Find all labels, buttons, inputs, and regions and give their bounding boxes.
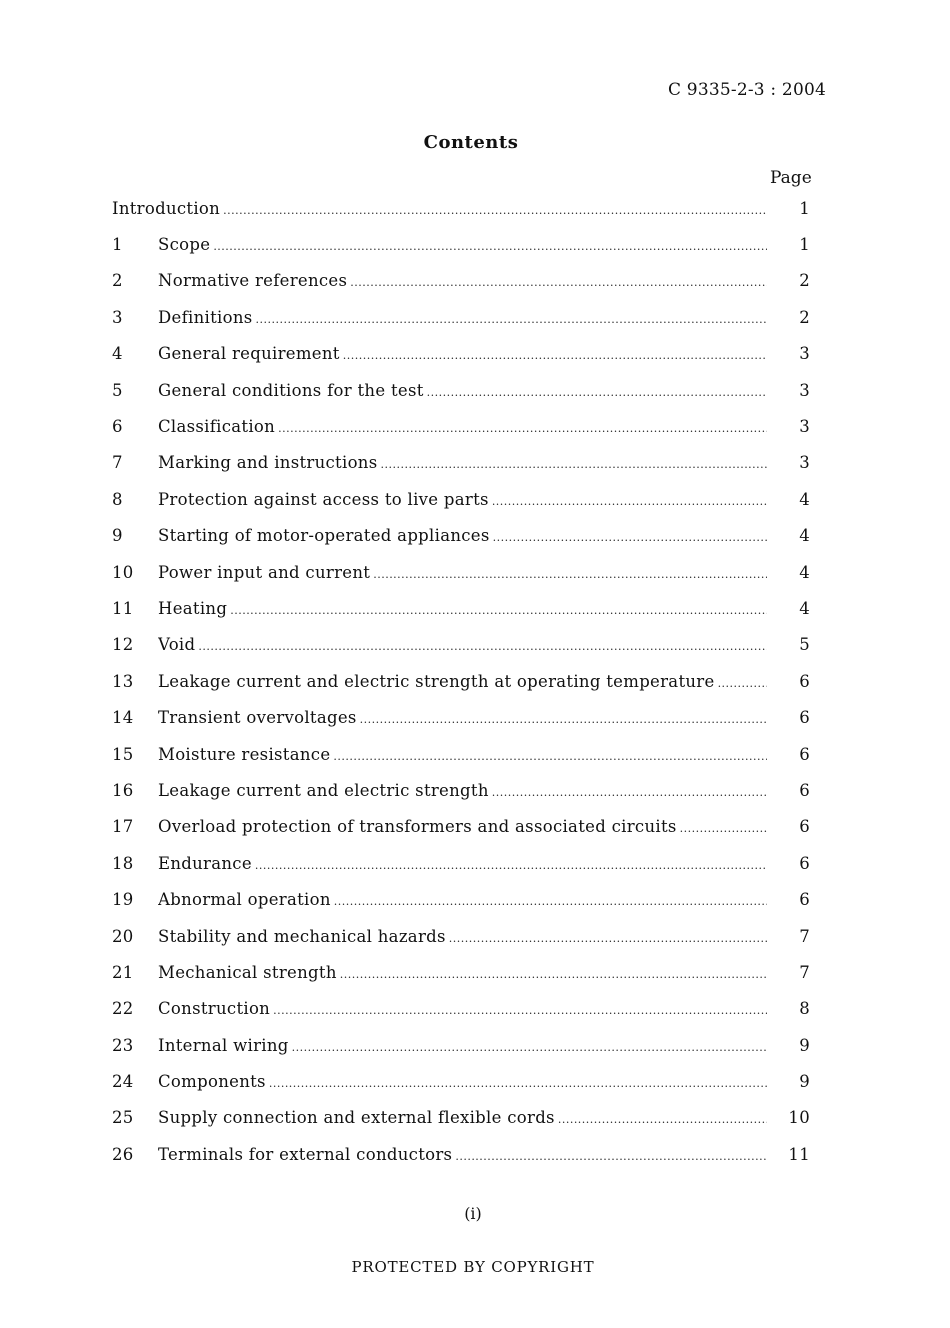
page-title: Contents <box>423 132 519 153</box>
dot-leader <box>340 968 767 981</box>
toc-entry[interactable] <box>112 663 812 699</box>
toc-entry-number: 3 <box>112 307 123 327</box>
toc-entry-label-wrap <box>158 927 767 946</box>
toc-entry-page: 6 <box>799 744 810 764</box>
toc-entry-label: General requirement <box>158 344 340 364</box>
toc-entry-label: Power input and current <box>158 562 371 582</box>
dot-leader <box>343 349 767 362</box>
toc-entry-label-wrap <box>158 890 767 909</box>
toc-entry-label: Heating <box>158 598 228 618</box>
toc-entry-label: Components <box>158 1072 266 1092</box>
toc-entry[interactable] <box>112 481 812 517</box>
toc-entry-page: 1 <box>799 235 810 255</box>
toc-entry[interactable] <box>112 881 812 917</box>
toc-entry-number: 18 <box>112 853 134 873</box>
toc-entry[interactable] <box>112 408 812 444</box>
toc-entry-label: Definitions <box>158 307 253 327</box>
toc-entry-number: 21 <box>112 962 134 982</box>
toc-entry-label-wrap <box>158 817 767 836</box>
toc-entry-number: 16 <box>112 780 134 800</box>
toc-entry-page: 4 <box>799 562 810 582</box>
toc-entry-label-wrap <box>158 963 767 982</box>
toc-entry-label-wrap <box>158 1145 767 1164</box>
toc-entry-page: 3 <box>799 453 810 473</box>
toc-entry-label: Leakage current and electric strength at operating temperature <box>158 671 715 691</box>
toc-entry-number: 25 <box>112 1108 134 1128</box>
toc-entry-page: 1 <box>799 198 810 218</box>
toc-entry-label: Stability and mechanical hazards <box>158 926 446 946</box>
dot-leader <box>273 1004 767 1017</box>
toc-entry-label-wrap <box>158 999 767 1018</box>
toc-entry-label: General conditions for the test <box>158 380 424 400</box>
toc-entry-label: Marking and instructions <box>158 453 378 473</box>
toc-entry-number: 22 <box>112 999 134 1019</box>
dot-leader <box>223 204 767 217</box>
toc-entry[interactable] <box>112 372 812 408</box>
dot-leader <box>455 1150 767 1163</box>
toc-entry-label-wrap <box>112 199 767 218</box>
toc-entry[interactable] <box>112 1136 812 1172</box>
toc-entry[interactable] <box>112 954 812 990</box>
toc-entry-label: Scope <box>158 235 211 255</box>
toc-entry-label: Supply connection and external flexible cords <box>158 1108 555 1128</box>
toc-entry-number: 10 <box>112 562 134 582</box>
toc-entry-label: Void <box>158 635 196 655</box>
dot-leader <box>381 458 768 471</box>
dot-leader <box>230 604 767 617</box>
toc-entry[interactable] <box>112 518 812 554</box>
toc-entry-page: 4 <box>799 489 810 509</box>
dot-leader <box>213 240 767 253</box>
toc-entry-label: Transient overvoltages <box>158 708 357 728</box>
toc-entry-number: 8 <box>112 489 123 509</box>
toc-entry-page: 8 <box>799 999 810 1019</box>
toc-entry-label-wrap <box>158 344 767 363</box>
toc-entry[interactable] <box>112 226 812 262</box>
toc-entry-page: 2 <box>799 271 810 291</box>
dot-leader <box>373 568 767 581</box>
dot-leader <box>449 932 767 945</box>
toc-entry-list <box>112 226 812 1172</box>
toc-entry-number: 4 <box>112 344 123 364</box>
toc-entry-page: 10 <box>788 1108 810 1128</box>
toc-entry-number: 2 <box>112 271 123 291</box>
document-id: C 9335-2-3 : 2004 <box>668 80 826 100</box>
toc-entry-label: Internal wiring <box>158 1035 289 1055</box>
toc-entry-label-wrap <box>158 745 767 764</box>
toc-entry-number: 14 <box>112 708 134 728</box>
toc-entry-page: 6 <box>799 671 810 691</box>
toc-entry-number: 9 <box>112 526 123 546</box>
toc-entry-label-wrap <box>158 781 767 800</box>
dot-leader <box>493 531 767 544</box>
dot-leader <box>427 386 767 399</box>
toc-entry-label: Classification <box>158 417 276 437</box>
toc-entry[interactable] <box>112 554 812 590</box>
toc-entry-page: 4 <box>799 598 810 618</box>
toc-entry-number: 24 <box>112 1072 134 1092</box>
toc-entry-label-wrap <box>158 563 767 582</box>
toc-entry-page: 9 <box>799 1035 810 1055</box>
toc-entry-label: Protection against access to live parts <box>158 489 489 509</box>
toc-entry-label-wrap <box>158 308 767 327</box>
page-column-label: Page <box>770 168 812 188</box>
toc-entry-label-wrap <box>158 271 767 290</box>
toc-entry-label: Moisture resistance <box>158 744 331 764</box>
dot-leader <box>350 276 767 289</box>
dot-leader <box>198 640 767 653</box>
toc-entry[interactable] <box>112 991 812 1027</box>
toc-entry[interactable] <box>112 845 812 881</box>
toc-entry[interactable] <box>112 809 812 845</box>
toc-entry[interactable] <box>112 1063 812 1099</box>
copyright-notice: PROTECTED BY COPYRIGHT <box>351 1258 595 1276</box>
dot-leader <box>334 895 767 908</box>
toc-entry-label-wrap <box>158 417 767 436</box>
toc-entry-label-wrap <box>158 1072 767 1091</box>
toc-entry-label-wrap <box>158 490 767 509</box>
dot-leader <box>360 713 767 726</box>
toc-entry-label-wrap <box>158 381 767 400</box>
toc-entry-page: 11 <box>788 1144 810 1164</box>
toc-entry[interactable] <box>112 263 812 299</box>
toc-entry[interactable] <box>112 336 812 372</box>
toc-entry-introduction[interactable] <box>112 190 812 226</box>
toc-entry-page: 6 <box>799 817 810 837</box>
toc-entry-page: 6 <box>799 780 810 800</box>
dot-leader <box>292 1041 767 1054</box>
toc-entry[interactable] <box>112 1027 812 1063</box>
dot-leader <box>718 677 767 690</box>
toc-entry-page: 7 <box>799 962 810 982</box>
toc-entry-label-wrap <box>158 453 767 472</box>
toc-entry-number: 13 <box>112 671 134 691</box>
dot-leader <box>256 313 767 326</box>
toc-entry-label-wrap <box>158 1036 767 1055</box>
toc-entry-number: 1 <box>112 235 123 255</box>
toc-entry-number: 26 <box>112 1144 134 1164</box>
toc-entry-page: 6 <box>799 853 810 873</box>
toc-entry-label-wrap <box>158 526 767 545</box>
dot-leader <box>680 822 767 835</box>
dot-leader <box>492 495 767 508</box>
footer-page-number: (i) <box>464 1204 482 1223</box>
toc-entry-label: Starting of motor-operated appliances <box>158 526 490 546</box>
toc-entry-label-wrap <box>158 1108 767 1127</box>
toc-entry-label: Terminals for external conductors <box>158 1144 453 1164</box>
toc-entry-page: 3 <box>799 380 810 400</box>
toc-entry[interactable] <box>112 772 812 808</box>
toc-entry-label: Overload protection of transformers and associated circuits <box>158 817 677 837</box>
toc-entry-number: 20 <box>112 926 134 946</box>
dot-leader <box>255 859 767 872</box>
toc-entry-page: 3 <box>799 344 810 364</box>
toc-entry-number: 19 <box>112 890 134 910</box>
toc-entry-label: Mechanical strength <box>158 962 337 982</box>
toc-entry-page: 4 <box>799 526 810 546</box>
toc-entry-number: 15 <box>112 744 134 764</box>
toc-entry-page: 2 <box>799 307 810 327</box>
toc-entry[interactable] <box>112 590 812 626</box>
toc-entry-label-wrap <box>158 599 767 618</box>
toc-entry-label: Construction <box>158 999 271 1019</box>
toc-entry[interactable] <box>112 699 812 735</box>
toc-entry-label: Endurance <box>158 853 252 873</box>
toc-entry-number: 17 <box>112 817 134 837</box>
dot-leader <box>492 786 767 799</box>
toc-entry-label-wrap <box>158 235 767 254</box>
toc-entry[interactable] <box>112 299 812 335</box>
toc-entry-page: 9 <box>799 1072 810 1092</box>
toc-entry-label: Leakage current and electric strength <box>158 780 489 800</box>
toc-entry-number: 5 <box>112 380 123 400</box>
toc-entry-page: 3 <box>799 417 810 437</box>
toc-entry-page: 6 <box>799 890 810 910</box>
toc-entry-page: 6 <box>799 708 810 728</box>
toc-entry[interactable] <box>112 445 812 481</box>
toc-entry[interactable] <box>112 627 812 663</box>
toc-entry-page: 7 <box>799 926 810 946</box>
toc-entry-label-wrap <box>158 854 767 873</box>
toc-entry-label: Introduction <box>112 198 221 218</box>
toc-entry-number: 6 <box>112 417 123 437</box>
toc-entry-number: 7 <box>112 453 123 473</box>
dot-leader <box>269 1077 767 1090</box>
toc-entry-page: 5 <box>799 635 810 655</box>
toc-entry-number: 23 <box>112 1035 134 1055</box>
toc-entry-label: Abnormal operation <box>158 890 331 910</box>
dot-leader <box>278 422 767 435</box>
table-of-contents <box>112 190 812 1173</box>
dot-leader <box>333 750 767 763</box>
dot-leader <box>558 1113 767 1126</box>
toc-entry-label: Normative references <box>158 271 348 291</box>
toc-entry[interactable] <box>112 1100 812 1136</box>
toc-entry-number: 12 <box>112 635 134 655</box>
toc-entry-number: 11 <box>112 598 134 618</box>
toc-entry-label-wrap <box>158 708 767 727</box>
toc-entry[interactable] <box>112 918 812 954</box>
toc-entry-label-wrap <box>158 635 767 654</box>
toc-entry[interactable] <box>112 736 812 772</box>
toc-entry-label-wrap <box>158 672 767 691</box>
